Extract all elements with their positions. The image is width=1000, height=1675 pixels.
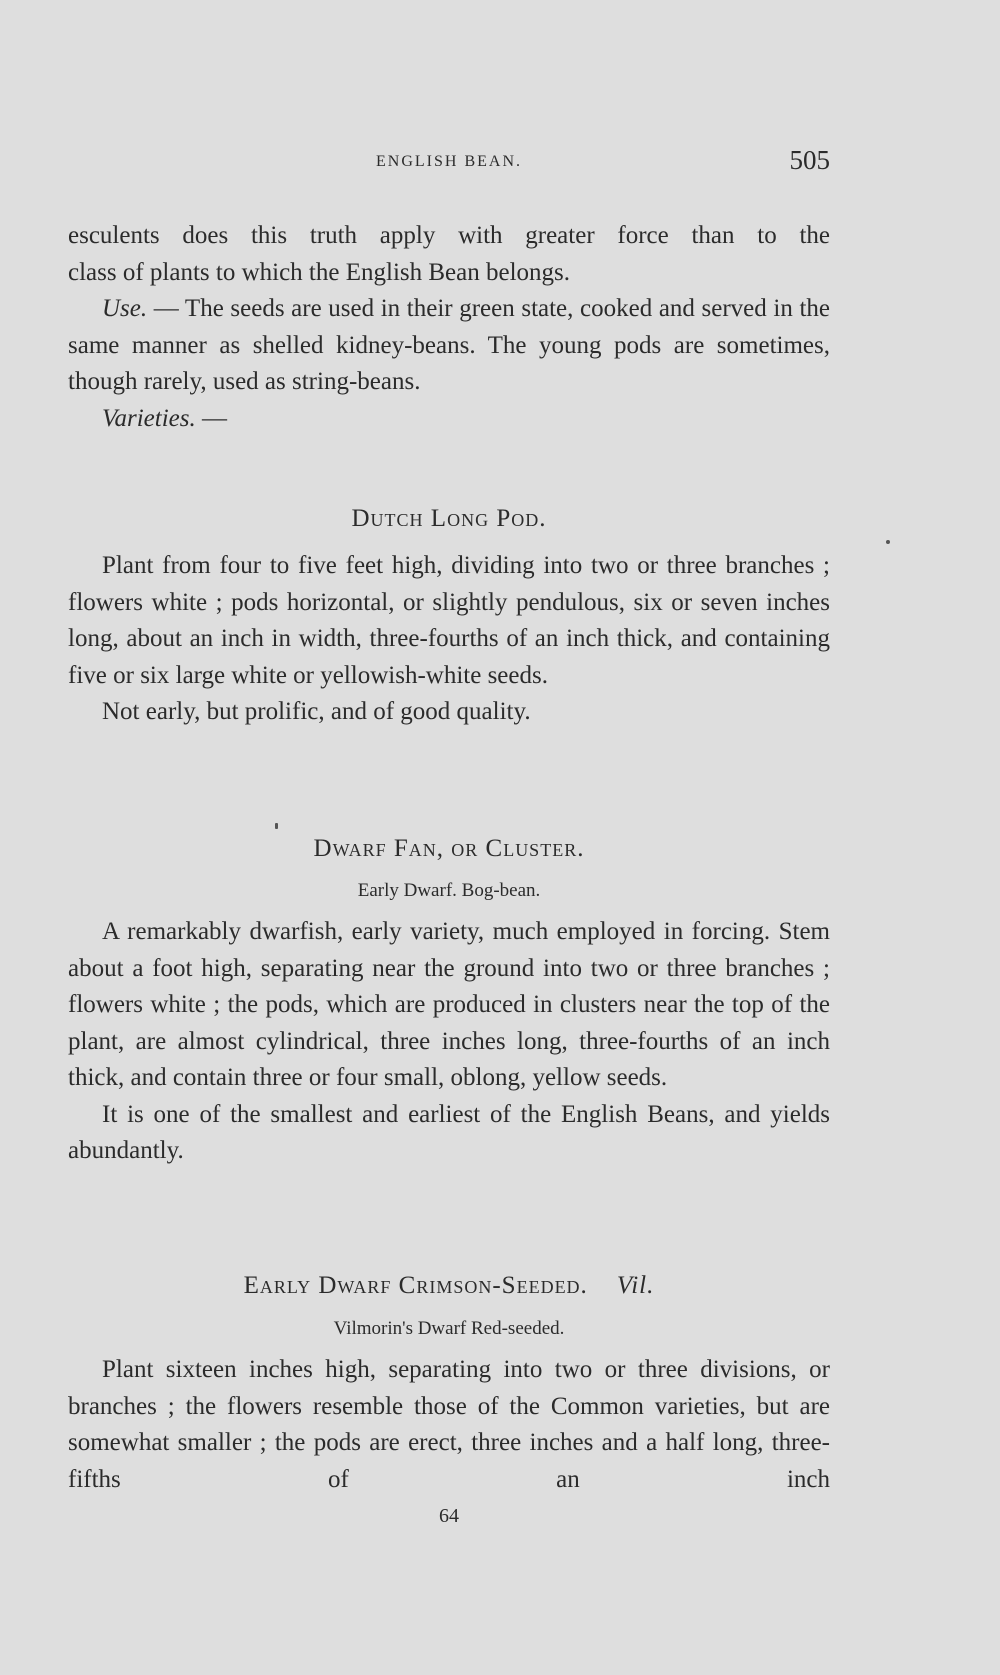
dwarf-fan-paragraph-2: It is one of the smallest and earliest of the English Beans, and yields abundantly. bbox=[68, 1100, 830, 1164]
section-body-dutch-long-pod bbox=[68, 548, 830, 731]
varieties-label: Varieties. bbox=[102, 404, 196, 432]
page-number: 505 bbox=[789, 145, 830, 175]
early-dwarf-crimson-title-suffix: Vil. bbox=[616, 1272, 655, 1299]
intro-line-1: esculents does this truth apply with greater force than to the bbox=[68, 222, 830, 249]
section-body-dwarf-fan bbox=[68, 914, 830, 1170]
early-dwarf-crimson-title: Early Dwarf Crimson-Seeded. bbox=[243, 1272, 588, 1299]
page-header bbox=[68, 145, 830, 181]
use-dash: — bbox=[147, 295, 185, 322]
varieties-dash: — bbox=[195, 404, 227, 432]
dutch-long-pod-paragraph-2: Not early, but prolific, and of good quality. bbox=[102, 698, 531, 725]
signature-mark: 64 bbox=[439, 1505, 459, 1527]
varieties-heading bbox=[68, 401, 830, 438]
use-label: Use. bbox=[102, 295, 148, 322]
paper-speck bbox=[275, 823, 278, 829]
section-synonyms-dwarf-fan: Early Dwarf. Bog-bean. bbox=[357, 880, 541, 901]
use-text: The seeds are used in their green state, cooked and served in the same manner as shelled kidney-beans. The young pods are sometimes, though rarely, used as string-beans. bbox=[68, 295, 830, 395]
section-title-dwarf-fan: Dwarf Fan, or Cluster. bbox=[313, 835, 585, 862]
section-title-dutch-long-pod: Dutch Long Pod. bbox=[351, 505, 547, 532]
early-dwarf-crimson-paragraph-1: Plant sixteen inches high, separating into two or three divisions, or branches ; the flowers resemble those of the Common varieties, but are somewhat smaller ; the pods are erect, three inches and a half long, three-fifths of an inch bbox=[68, 1356, 830, 1493]
dwarf-fan-paragraph-1: A remarkably dwarfish, early variety, much employed in forcing. Stem about a foot high, separating near the ground into two or three branches ; flowers white ; the pods, which are produced in clusters near the top of the plant, are almost cylindrical, three inches long, three-fourths of an inch thick, and contain three or four small, oblong, yellow seeds. bbox=[68, 918, 830, 1091]
use-paragraph bbox=[68, 291, 830, 401]
section-title-early-dwarf-crimson bbox=[68, 1272, 830, 1300]
section-synonyms-early-dwarf-crimson: Vilmorin's Dwarf Red-seeded. bbox=[333, 1318, 565, 1339]
intro-block bbox=[68, 218, 830, 437]
section-body-early-dwarf-crimson bbox=[68, 1352, 830, 1498]
running-title: ENGLISH BEAN. bbox=[376, 153, 522, 170]
intro-line-2: class of plants to which the English Bean belongs. bbox=[68, 258, 571, 286]
paper-speck bbox=[886, 540, 890, 544]
dutch-long-pod-paragraph-1: Plant from four to five feet high, dividing into two or three branches ; flowers white ; pods horizontal, or slightly pendulous, six or seven inches long, about an inch in width, three-fourths of an inch thick, and containing five or six large white or yellowish-white seeds. bbox=[68, 552, 830, 689]
